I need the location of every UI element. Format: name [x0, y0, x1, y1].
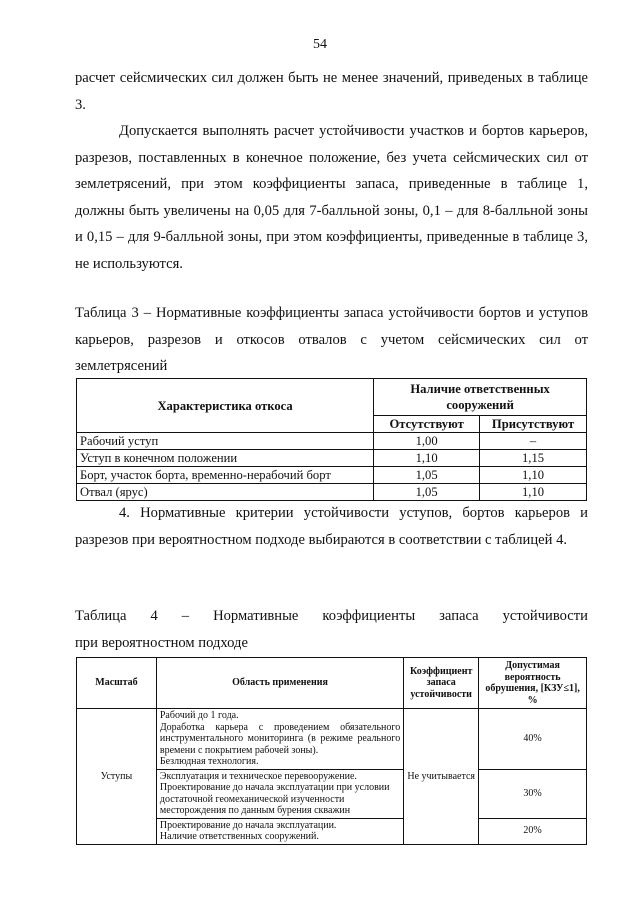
paragraph-1: расчет сейсмических сил должен быть не менее значений, приведеных в таблице 3. — [75, 70, 588, 113]
table3-header-row — [77, 379, 587, 416]
table-row — [77, 709, 587, 770]
area-line: Безлюдная технология. — [159, 756, 259, 767]
table3-cell-present: 1,15 — [480, 450, 587, 467]
table3-header-absent: Отсутствуют — [374, 416, 480, 433]
table3-cell-name: Борт, участок борта, временно-нерабочий борт — [77, 467, 374, 484]
table4-cell-area — [156, 818, 403, 844]
area-line: Наличие ответственных сооружений. — [159, 831, 319, 842]
caption-word: Нормативные — [213, 608, 299, 624]
table3-caption: Таблица 3 – Нормативные коэффициенты запаса устойчивости бортов и уступов карьеров, разрезов и откосов отвалов с учетом сейсмических сил от землетрясений — [75, 305, 588, 374]
table4-cell-area — [156, 709, 403, 770]
table-4 — [76, 657, 587, 845]
caption-word: 4 — [150, 608, 158, 624]
paragraph-2: Допускается выполнять расчет устойчивости участков и бортов карьеров, разрезов, поставленных в конечное положение, без учета сейсмических сил от землетрясений, при этом коэффициенты запаса, приведенные в таблице 1, должны быть увеличены на 0,05 для 7-балльной зоны, 0,1 – для 8-балльной зоны и 0,15 – для 9-балльной зоны, при этом коэффициенты, приведенные в таблице 3, не используются. — [75, 123, 588, 272]
table3-cell-name: Уступ в конечном положении — [77, 450, 374, 467]
area-line: Проектирование до начала эксплуатации при условии достаточной геомеханической изученности месторождения по данным бурения скважин — [159, 782, 390, 816]
table-row — [77, 467, 587, 484]
table-row — [77, 433, 587, 450]
table4-caption — [75, 603, 588, 656]
table4-header-prob: Допустимая вероятность обрушения, [КЗУ≤1], % — [479, 658, 587, 709]
table3-cell-absent: 1,10 — [374, 450, 480, 467]
table4-caption-line1 — [75, 603, 588, 630]
area-line: Проектирование до начала эксплуатации. — [159, 819, 337, 831]
caption-word: коэффициенты — [322, 608, 416, 624]
table-row — [77, 450, 587, 467]
caption-word: запаса — [439, 608, 479, 624]
table3-header-characteristic: Характеристика откоса — [77, 379, 374, 433]
table3-header-present: Присутствуют — [480, 416, 587, 433]
table3-cell-present: 1,10 — [480, 484, 587, 501]
table3-cell-name: Отвал (ярус) — [77, 484, 374, 501]
table4-cell-prob: 30% — [479, 769, 587, 818]
table4-header-row — [77, 658, 587, 709]
table3-cell-name: Рабочий уступ — [77, 433, 374, 450]
area-line: Рабочий до 1 года. — [159, 710, 239, 721]
table4-header-area: Область применения — [156, 658, 403, 709]
table-3 — [76, 378, 587, 501]
table3-cell-absent: 1,05 — [374, 467, 480, 484]
area-line: Доработка карьера с проведением обязательного инструментального мониторинга (в режиме реального времени с покрытием рабочей зоны). — [159, 721, 401, 756]
table3-cell-present: – — [480, 433, 587, 450]
table3-cell-absent: 1,05 — [374, 484, 480, 501]
table3-cell-present: 1,10 — [480, 467, 587, 484]
paragraph-3: 4. Нормативные критерии устойчивости уступов, бортов карьеров и разрезов при вероятностном подходе выбираются в соответствии с таблицей 4. — [75, 505, 588, 548]
table3-header-group: Наличие ответственных сооружений — [374, 379, 587, 416]
table4-cell-coef: Не учитывается — [404, 709, 479, 845]
table4-cell-prob: 20% — [479, 818, 587, 844]
table4-cell-prob: 40% — [479, 709, 587, 770]
table4-header-scale: Масштаб — [77, 658, 157, 709]
area-line: Эксплуатация и техническое перевооружение. — [159, 770, 357, 782]
caption-word: – — [181, 608, 190, 624]
caption-word: устойчивости — [502, 608, 588, 624]
caption-word: Таблица — [75, 608, 127, 624]
table3-cell-absent: 1,00 — [374, 433, 480, 450]
table4-caption-line2: при вероятностном подходе — [75, 634, 248, 651]
page-number: 54 — [313, 37, 327, 52]
table4-cell-scale: Уступы — [77, 709, 157, 845]
table-row — [77, 484, 587, 501]
table4-cell-area — [156, 769, 403, 818]
table4-header-coef: Коэффициент запаса устойчивости — [404, 658, 479, 709]
